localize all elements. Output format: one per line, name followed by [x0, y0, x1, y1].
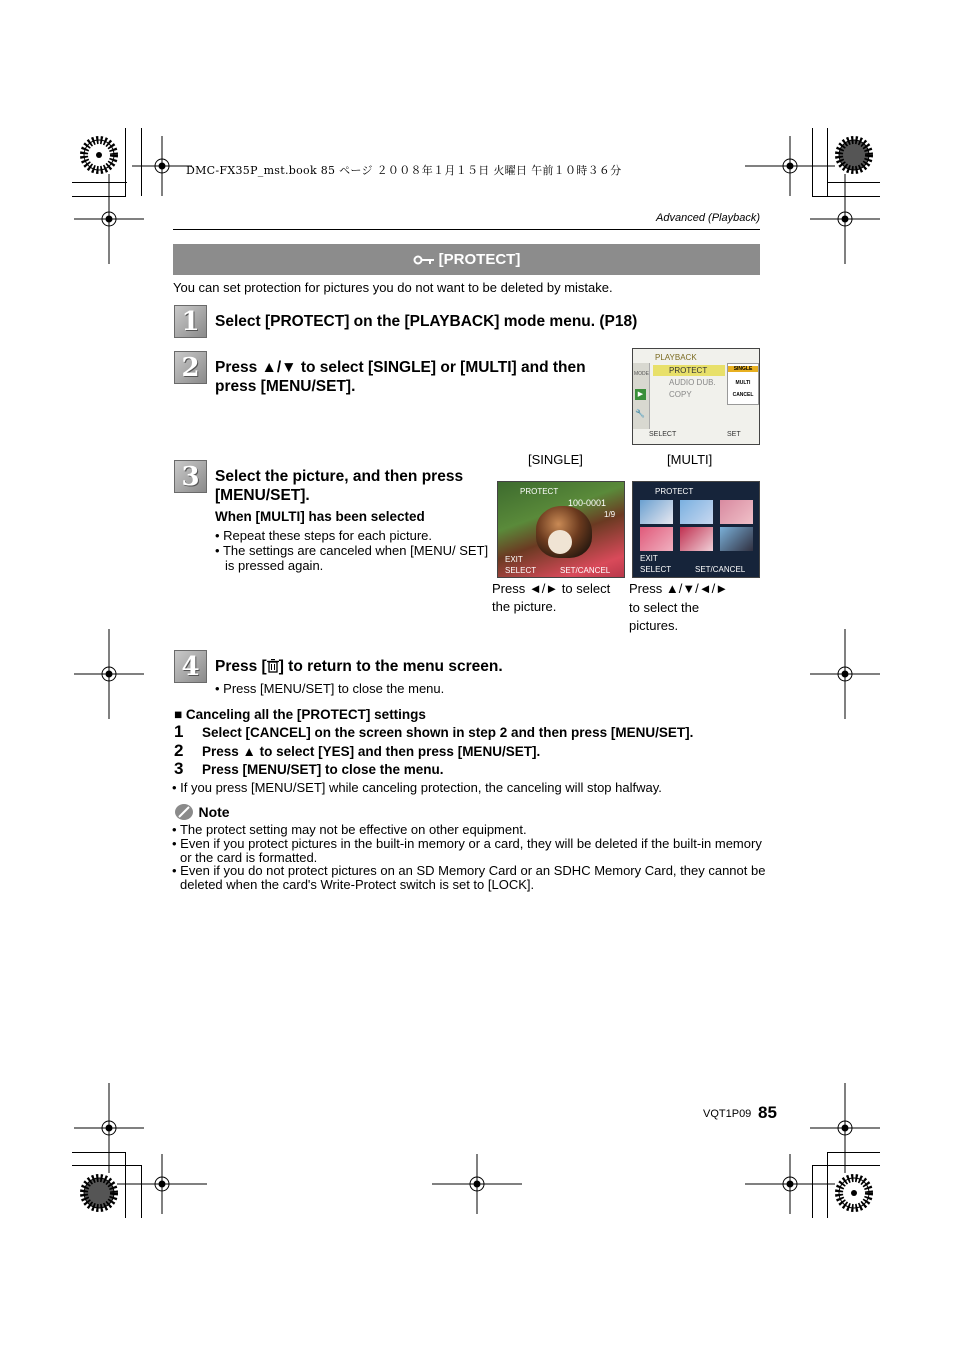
- trash-icon: [267, 659, 279, 673]
- menu-item-copy: COPY: [669, 390, 692, 399]
- step-2-number: 2: [174, 351, 207, 384]
- thumbnail: [640, 527, 673, 551]
- step-1-number: 1: [174, 305, 207, 338]
- single-title: PROTECT: [520, 487, 559, 496]
- step-3-bullet-2: • The settings are canceled when [MENU/ SET] is pressed again.: [215, 543, 489, 573]
- cancel-step-2: Press ▲ to select [YES] and then press [MENU/SET].: [202, 744, 541, 759]
- submenu: [727, 363, 759, 405]
- step-4-title: Press [ ] to return to the menu screen.: [215, 658, 503, 675]
- single-protect-screen: [497, 481, 625, 578]
- multi-setcancel: SET/CANCEL: [695, 565, 746, 574]
- section-tag: Advanced (Playback): [656, 212, 760, 224]
- header-rule: [173, 229, 760, 230]
- multi-select: SELECT: [640, 565, 672, 574]
- dog-face: [548, 530, 572, 554]
- single-file: 100-0001: [568, 498, 607, 508]
- multi-caption-line-1: Press ▲/▼/◄/►: [629, 581, 729, 596]
- canceling-heading: ■ Canceling all the [PROTECT] settings: [174, 707, 426, 722]
- step-3-bullet-1: • Repeat these steps for each picture.: [215, 528, 433, 543]
- thumbnail: [720, 500, 753, 524]
- section-banner: [173, 244, 760, 275]
- page-number: 85: [758, 1103, 777, 1122]
- tab-setup: 🔧: [635, 409, 645, 418]
- single-label: [SINGLE]: [528, 452, 583, 467]
- cancel-num-2: 2: [174, 741, 184, 760]
- menu-title: PLAYBACK: [655, 353, 697, 362]
- cancel-num-3: 3: [174, 759, 184, 778]
- key-icon: [413, 255, 435, 265]
- footer-code: VQT1P09: [703, 1108, 752, 1120]
- multi-exit: EXIT: [640, 554, 658, 563]
- cancel-step-3: Press [MENU/SET] to close the menu.: [202, 762, 444, 777]
- step-3-number: 3: [174, 460, 207, 493]
- file-info-header: DMC-FX35P_mst.book 85 ページ ２００８年１月１５日 火曜日 午前１０時３６分: [186, 164, 622, 177]
- menu-item-audio: AUDIO DUB.: [669, 378, 716, 387]
- cancel-step-1: Select [CANCEL] on the screen shown in step 2 and then press [MENU/SET].: [202, 725, 694, 740]
- step-4-bullet-1: • Press [MENU/SET] to close the menu.: [215, 681, 445, 696]
- note-item-3: • Even if you do not protect pictures on an SD Memory Card or an SDHC Memory Card, they cannot be deleted when the card's Write-Protect switch is set to [LOCK].: [172, 863, 766, 892]
- single-exit: EXIT: [505, 555, 523, 564]
- banner-title: [PROTECT]: [438, 251, 521, 268]
- submenu-cancel: CANCEL: [732, 392, 754, 398]
- intro-text: You can set protection for pictures you do not want to be deleted by mistake.: [173, 280, 613, 295]
- multi-caption-line-3: pictures.: [629, 618, 679, 633]
- menu-tabs: [633, 363, 650, 429]
- single-counter: 1/9: [604, 510, 616, 519]
- submenu-multi: MULTI: [735, 380, 751, 386]
- note-item-1: • The protect setting may not be effective on other equipment.: [172, 822, 527, 837]
- thumbnail: [640, 500, 673, 524]
- menu-item-protect: [653, 365, 725, 376]
- note-pencil-icon: [174, 803, 194, 821]
- multi-protect-screen: [632, 481, 760, 578]
- single-select: SELECT: [505, 566, 537, 575]
- step-4-number: 4: [174, 650, 207, 683]
- tab-playback: ▶: [635, 389, 646, 400]
- cancel-footnote: • If you press [MENU/SET] while canceling protection, the canceling will stop halfway.: [172, 780, 662, 795]
- playback-menu-screen: [632, 348, 760, 445]
- tab-mode: MODE: [634, 371, 649, 377]
- note-item-2: • Even if you protect pictures in the built-in memory or a card, they will be deleted if the built-in memory or the card is formatted.: [172, 836, 762, 865]
- thumbnail: [720, 527, 753, 551]
- single-caption: Press ◄/► to select the picture.: [492, 581, 611, 614]
- note-heading: Note: [174, 803, 230, 822]
- multi-caption-line-2: to select the: [629, 600, 700, 615]
- single-setcancel: SET/CANCEL: [560, 566, 611, 575]
- submenu-single: SINGLE: [728, 366, 758, 372]
- thumbnail: [680, 500, 713, 524]
- thumbnail: [680, 527, 713, 551]
- menu-select-label: SELECT: [649, 431, 677, 438]
- menu-item-protect-label: PROTECT: [669, 366, 708, 375]
- cancel-num-1: 1: [174, 722, 184, 741]
- step-3-title: Select the picture, and then press [MENU/SET].: [215, 468, 464, 504]
- step-2-title: Press ▲/▼ to select [SINGLE] or [MULTI] and then press [MENU/SET].: [215, 359, 586, 395]
- step-3-subheading: When [MULTI] has been selected: [215, 509, 425, 524]
- multi-title: PROTECT: [655, 487, 694, 496]
- multi-label: [MULTI]: [667, 452, 713, 467]
- step-1-title: Select [PROTECT] on the [PLAYBACK] mode menu. (P18): [215, 313, 638, 330]
- menu-set-label: SET: [727, 431, 741, 438]
